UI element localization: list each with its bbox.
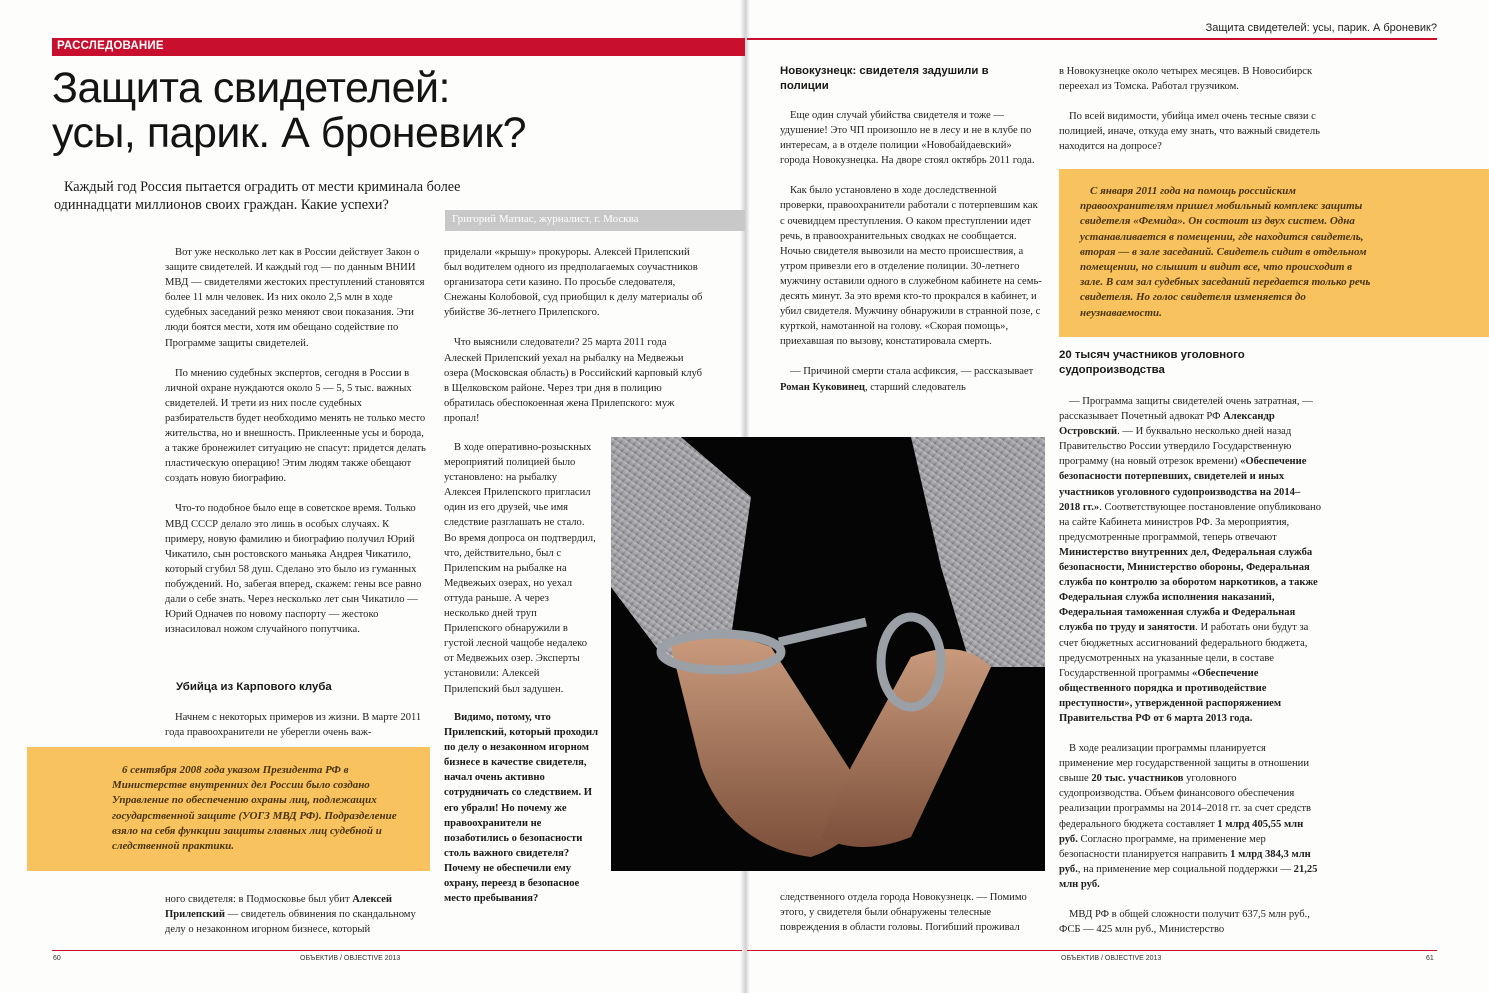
- page-number-left: 60: [53, 955, 61, 962]
- col4-p4-f: 1 млрд 384,3 млн руб.: [1059, 848, 1311, 875]
- col1-paragraph-4: [165, 710, 427, 740]
- handcuffs-illustration: [611, 437, 1045, 871]
- col1-p5-start: ного свидетеля: в Подмосковье был убит: [165, 894, 353, 905]
- column-4-top: [1059, 64, 1321, 169]
- col4-p3-g: . И работать они будут за счет бюджетных ассигнований федерального бюджета, предусмотренных на указанные цели, в составе Государственной программы: [1059, 622, 1309, 679]
- byline: Григорий Матиас, журналист, г. Москва: [452, 213, 639, 225]
- col4-paragraph-4: [1059, 741, 1321, 892]
- col4-p3-c: . — И буквально несколько дней назад Правительство России утвердило Государственную программу (на новый отрезок времени): [1059, 426, 1292, 468]
- col1-paragraph-1: Вот уже несколько лет как в России действует Закон о защите свидетелей. И каждый год — по данным ВНИИ МВД — свидетелями жестоких преступлений становятся более 11 млн человек. Из них около 2,5 млн в ходе судебных заседаний резко меняют свои показания. Эти люди боятся мести, хотя им обещано содействие по Программе защиты свидетелей.: [165, 247, 425, 349]
- col3-paragraph-4: следственного отдела города Новокузнецк. — Помимо этого, у свидетеля были обнаружены телесные повреждения в области головы. Погибший проживал: [780, 892, 1027, 934]
- col4-p3-f: Министерство внутренних дел, Федеральная служба безопасности, Министерство обороны, Федеральная служба по контролю за оборотом наркотиков, а также Федеральная служба исполнения наказаний, Федеральная таможенная служба и Федеральная служба по труду и занятости: [1059, 546, 1318, 634]
- col1-p5-end: — свидетель обвинения по скандальному делу о незаконном игорном бизнесе, который: [165, 909, 416, 936]
- article-lead: Каждый год Россия пытается оградить от мести криминала более одиннадцати миллионов своих граждан. Какие успехи?: [54, 179, 461, 213]
- col3-paragraph-2: Как было установлено в ходе доследственной проверки, правоохранители работали с потерпевшим как с очевидцем преступления. О каком преступлении идет речь, в правоохранительных сводках не сообщается. Ночью свидетеля вывозили на место происшествия, а утром привезли его в отделение полиции. 30-летнего мужчину оставили одного в служебном кабинете на семь-десять минут. За это время кто-то прокрался в кабинет, и убил свидетеля. Мужчину обнаружили в странной позе, с курткой, намотанной на голову. «Скорая помощь», приехавшая по вызову, констатировала смерть.: [780, 185, 1042, 348]
- title-line-2: усы, парик. А броневик?: [52, 109, 526, 157]
- column-1: [165, 245, 427, 652]
- callout-right-text: С января 2011 года на помощь российским правоохранителям пришел мобильный комплекс защиты свидетеля «Фемида». Он состоит из двух систем. Одна устанавливается в помещении, где находится свидетель, вторая — в зале заседаний. Свидетель сидит в отдельном помещении, но слышит и видит все, что происходит в зале. В сам зал судебных заседаний передается только речь свидетеля. Но голос свидетеля изменяется до неузнаваемости.: [1080, 185, 1371, 319]
- col4-p4-g: , на применение мер социальной поддержки —: [1077, 863, 1294, 875]
- title-line-1: Защита свидетелей:: [52, 64, 450, 112]
- photo-handcuffs: [611, 437, 1045, 871]
- subhead-novokuznetsk: Новокузнецк: свидетеля задушили в полиции: [780, 65, 989, 92]
- col4-paragraph-1: в Новокузнецке около четырех месяцев. В Новосибирск переехал из Томска. Работал грузчиком.: [1059, 66, 1313, 93]
- column-4-bottom: [1059, 394, 1321, 937]
- col3-paragraph-1: Еще один случай убийства свидетеля и тоже — удушение! Это ЧП произошло не в лесу и не в клубе по интересам, а в отделе полиции «Новобайдаевский» города Новокузнецка. На дворе стоял октябрь 2011 года.: [780, 110, 1035, 167]
- col4-p3-e: . Соответствующее постановление опубликовано на сайте Кабинета министров РФ. За мероприятия, предусмотренные программой, теперь отвечают: [1059, 501, 1321, 543]
- col4-p4-h: 21,25 млн руб.: [1059, 863, 1318, 890]
- magazine-name-right: ОБЪЕКТИВ / OBJECTIVE 2013: [1061, 955, 1162, 962]
- column-2: [444, 245, 706, 441]
- header-rule-right: [747, 38, 1437, 40]
- subhead-20-thousand: 20 тысяч участников уголовного судопроизводства: [1059, 349, 1245, 376]
- col3-p3-end: , старший следователь: [864, 381, 966, 393]
- pull-quote: Видимо, потому, что Прилепский, который проходил по делу о незаконном игорном бизнесе в качестве свидетеля, начал очень активно сотрудничать со следствием. И его убрали! Но почему же правоохранители не позаботились о безопасности столь важного свидетеля? Почему не обеспечили ему охрану, переезд в безопасное место пребывания?: [444, 712, 599, 905]
- col4-p4-a: В ходе реализации программы планируется применение мер государственной защиты в отношении свыше: [1059, 743, 1309, 785]
- col4-p3-a: — Программа защиты свидетелей очень затратная, — рассказывает Почетный адвокат РФ: [1059, 396, 1313, 423]
- article-title: [52, 66, 526, 156]
- col1-p5-name: Алексей Прилепский: [165, 894, 392, 921]
- col4-p3-h: «Обеспечение общественного порядка и противодействие преступности», утвержденной распоряжением Правительства РФ от 6 марта 2013 года.: [1059, 667, 1282, 724]
- callout-left-text: 6 сентября 2008 года указом Президента РФ в Министерстве внутренних дел России было создано Управление по обеспечению охраны лиц, подлежащих государственной защите (УОГЗ МВД РФ). Подразделение взяло на себя функции защиты главных лиц судебной и следственной практики.: [112, 764, 397, 853]
- col2-paragraph-3: [444, 440, 596, 712]
- col4-p4-d: 1 млрд 405,55 млн руб.: [1059, 818, 1304, 845]
- right-hand: [821, 649, 991, 847]
- column-3: [780, 108, 1042, 410]
- page-number-right: 61: [1426, 955, 1434, 962]
- col4-p3-b: Александр Островский: [1059, 411, 1275, 438]
- col2-p3-text: В ходе оперативно-розыскных мероприятий полицией было установлено: на рыбалку Алексея Прилепского пригласил один из его друзей, чье имя следствие разглашать не стало. Во время допроса он подтвердил, что, действительно, был с Прилепским на рыбалке на Медвежьих озерах, но уехал оттуда раньше. А через несколько дней труп Прилепского обнаружили в густой лесной чащобе недалеко от Медвежьих озер. Эксперты установили: Алексей Прилепский был задушен.: [444, 442, 596, 695]
- section-label: РАССЛЕДОВАНИЕ: [57, 40, 164, 52]
- magazine-name-left: ОБЪЕКТИВ / OBJECTIVE 2013: [300, 955, 401, 962]
- col4-p3-d: «Обеспечение безопасности потерпевших, свидетелей и иных участников уголовного судопроизводства на 2014–2018 гг.»: [1059, 456, 1307, 513]
- col4-p4-b: 20 тыс. участников: [1091, 773, 1184, 785]
- col4-paragraph-5: МВД РФ в общей сложности получит 637,5 млн руб., ФСБ — 425 млн руб., Министерство: [1059, 909, 1310, 936]
- col1-paragraph-2: По мнению судебных экспертов, сегодня в России в личной охране нуждаются около 5 — 5, 5 тыс. важных свидетелей. И трети из них после судебных разбирательств будет необходимо менять не только место жительства, но и внешность. Приклеенные усы и борода, а также бронежилет ситуацию не спасут: придется делать пластическую операцию! Этим людям также обещают создать новую биографию.: [165, 367, 426, 485]
- col4-paragraph-3: [1059, 394, 1321, 726]
- col3-p3-name: Роман Куковинец: [780, 381, 865, 393]
- col3-p3-start: — Причиной смерти стала асфиксия, — рассказывает: [790, 366, 1034, 378]
- running-title: Защита свидетелей: усы, парик. А броневик?: [1205, 22, 1437, 34]
- col1-paragraph-5: [165, 892, 427, 937]
- col2-paragraph-1: приделали «крышу» прокуроры. Алексей Прилепский был водителем одного из предполагаемых соучастников организатора сети казино. По просьбе следователя, Снежаны Колобовой, суд приобщил к делу материалы об убийстве 36-летнего Прилепского.: [444, 247, 703, 319]
- col4-p4-c: уголовного судопроизводства. Объем финансового обеспечения реализации программы на 2014–2018 гг. за счет средств федерального бюджета составляет: [1059, 773, 1311, 830]
- footer-rule-right: [747, 950, 1437, 951]
- col2-paragraph-2: Что выяснили следователи? 25 марта 2011 года Алеcкей Прилепский уехал на рыбалку на Медвежьи озера (Московская область) в Российский карповый клуб в Щелковском районе. Через три дня в полицию обратилась обеспокоенная жена Прилепского: муж пропал!: [444, 337, 703, 424]
- col1-p4-text: Начнем с некоторых примеров из жизни. В марте 2011 года правоохранители не уберегли очень важ-: [165, 712, 422, 739]
- col3-paragraph-3: [780, 364, 1042, 394]
- subhead-karp-club: Убийца из Карпового клуба: [176, 681, 332, 693]
- col4-p4-e: Согласно программе, на применение мер безопасности планируется направить: [1059, 833, 1266, 860]
- col4-paragraph-2: По всей видимости, убийца имел очень тесные связи с полицией, иначе, откуда ему знать, что важный свидетель находится на допросе?: [1059, 111, 1320, 153]
- footer-rule-left: [52, 950, 742, 951]
- col1-paragraph-3: Что-то подобное было еще в советское время. Только МВД СССР делало это лишь в особых случаях. К примеру, новую фамилию и биографию получил Юрий Чикатило, сын ростовского маньяка Андрея Чикатило, который сгубил 58 душ. Сделано это было из гуманных побуждений. Но, забегая вперед, скажем: гены все равно дали о себе знать. Через несколько лет сын Чикатило — Юрий Одначев по новому паспорту — жестоко изнасиловал ножом случайного попутчика.: [165, 503, 422, 636]
